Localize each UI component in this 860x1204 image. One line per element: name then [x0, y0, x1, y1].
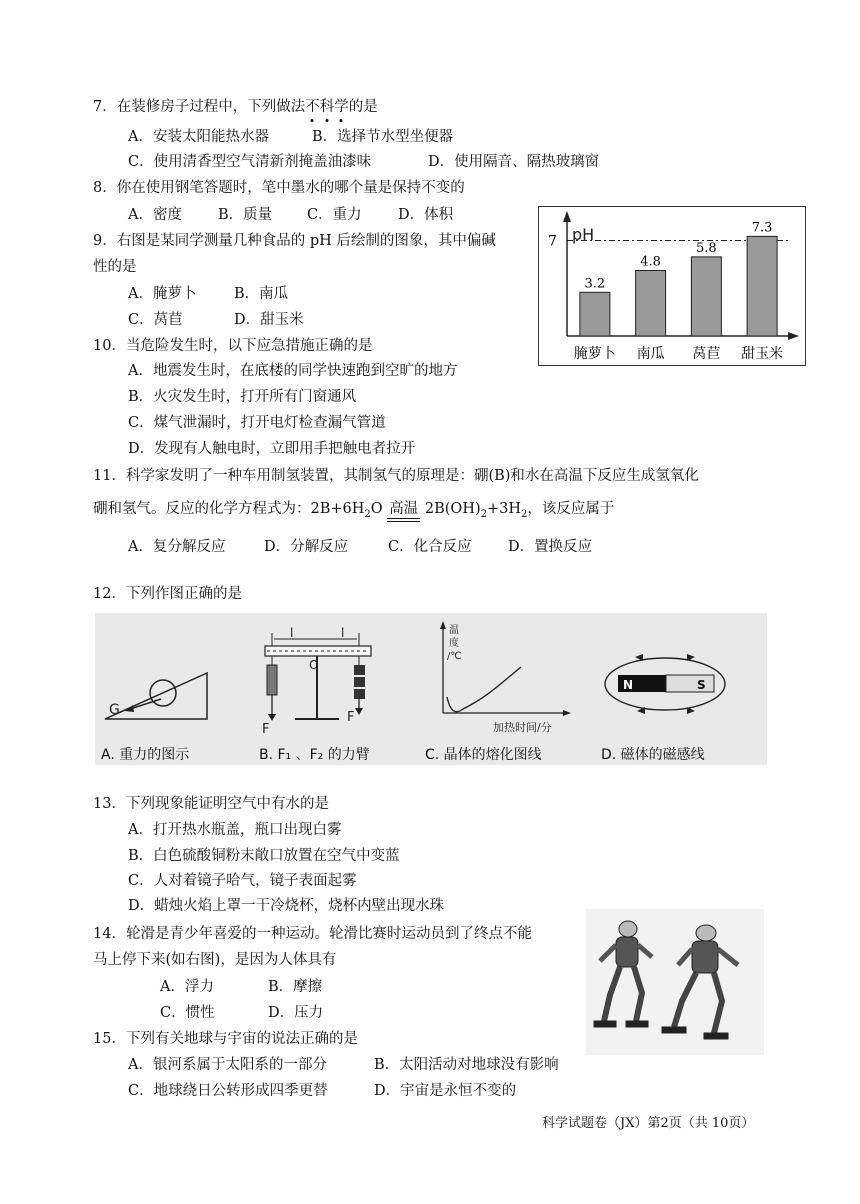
- q8-option-d: D．体积: [398, 207, 454, 223]
- q10-option-c: C．煤气泄漏时，打开电灯检查漏气管道: [128, 415, 386, 431]
- q7-option-a: A．安装太阳能热水器: [128, 129, 269, 145]
- label-heating-time: 加热时间/分: [493, 721, 552, 734]
- q13-option-c: C．人对着镜子哈气，镜子表面起雾: [128, 873, 357, 889]
- caption-c: C. 晶体的熔化图线: [425, 747, 542, 763]
- y-axis-arrow: [563, 211, 571, 222]
- bar-value-label: 3.2: [584, 276, 606, 292]
- label-temp-2: 度: [449, 638, 459, 649]
- bar-1: [636, 270, 666, 336]
- bar-3: [747, 236, 777, 336]
- question-15-stem: 15．下列有关地球与宇宙的说法正确的是: [93, 1031, 358, 1047]
- emphasis-char: 科: [319, 99, 335, 115]
- q15-option-d: D．宇宙是永恒不变的: [374, 1083, 517, 1099]
- label-temp-1: 温: [449, 625, 459, 636]
- q9-option-c: C．莴苣: [128, 312, 183, 328]
- diagram-b-lever: [262, 626, 371, 737]
- label-temp-3: /℃: [447, 651, 462, 662]
- q13-option-a: A．打开热水瓶盖，瓶口出现白雾: [128, 822, 342, 838]
- diagram-d-magnet: [605, 654, 725, 714]
- caption-b: B. F₁ 、F₂ 的力臂: [259, 747, 370, 763]
- y-axis-label: pH: [572, 225, 595, 244]
- q11-option-a: A．复分解反应: [128, 539, 226, 555]
- bar-2: [691, 257, 721, 336]
- reaction-condition: 高温: [389, 501, 419, 517]
- q15-option-b: B．太阳活动对地球没有影响: [374, 1057, 559, 1073]
- question-14-stem-line1: 14．轮滑是青少年喜爱的一种运动。轮滑比赛时运动员到了终点不能: [93, 926, 532, 942]
- question-11-equation: 硼和氢气。反应的化学方程式为：$2B+6H_2O$ 高温 $2B(OH)_2+3H_2$，该反应属于: [93, 501, 615, 520]
- q14-option-d: D．压力: [268, 1005, 324, 1021]
- q10-option-a: A．地震发生时，在底楼的同学快速跑到空旷的地方: [128, 363, 458, 379]
- q8-option-a: A．密度: [128, 207, 182, 223]
- x-axis-arrow: [788, 332, 799, 340]
- q14-option-a: A．浮力: [160, 979, 214, 995]
- q8-option-b: B．质量: [218, 207, 273, 223]
- q12-diagrams: [95, 613, 767, 765]
- caption-a: A. 重力的图示: [101, 747, 190, 763]
- diagram-a-incline: [105, 673, 207, 719]
- question-10-stem: 10．当危险发生时，以下应急措施正确的是: [93, 338, 373, 354]
- q8-option-c: C．重力: [307, 207, 362, 223]
- bar-value-label: 7.3: [751, 220, 773, 236]
- q7-option-b: B．选择节水型坐便器: [312, 129, 454, 145]
- question-11-stem-line1: 11．科学家发明了一种车用制氢装置，其制氢气的原理是：硼(B)和水在高温下反应生成氢氧化: [93, 468, 699, 484]
- category-label: 莴苣: [692, 346, 721, 362]
- diagram-c-melting-graph: [440, 621, 571, 734]
- bar-0: [580, 292, 610, 336]
- skaters-photo: [586, 909, 764, 1055]
- q11-option-b: D．分解反应: [264, 539, 349, 555]
- question-12-stem: 12．下列作图正确的是: [93, 586, 242, 602]
- q15-option-c: C．地球绕日公转形成四季更替: [128, 1083, 328, 1099]
- caption-d: D. 磁体的磁感线: [601, 747, 705, 763]
- q10-option-d: D．发现有人触电时，立即用手把触电者拉开: [128, 441, 416, 457]
- label-n: N: [623, 678, 634, 692]
- label-l1: l: [290, 626, 294, 640]
- q9-option-a: A．腌萝卜: [128, 286, 197, 302]
- q11-option-d: D．置换反应: [508, 539, 593, 555]
- emphasis-char: 不: [305, 99, 320, 115]
- bar-value-label: 5.8: [696, 240, 717, 256]
- emphasis-char: 学: [334, 99, 349, 115]
- label-s: S: [697, 678, 706, 692]
- question-8-stem: 8．你在使用钢笔答题时，笔中墨水的哪个量是保持不变的: [93, 180, 465, 196]
- q14-option-c: C．惯性: [160, 1005, 215, 1021]
- reference-line-label: 7: [548, 233, 557, 250]
- q13-option-b: B．白色硫酸铜粉末敞口放置在空气中变蓝: [128, 848, 400, 864]
- q9-option-b: B．南瓜: [234, 286, 289, 302]
- category-label: 甜玉米: [741, 346, 784, 362]
- question-9-stem-line1: 9．右图是某同学测量几种食品的 pH 后绘制的图象，其中偏碱: [93, 233, 496, 249]
- label-o: O: [309, 658, 319, 672]
- q14-option-b: B．摩擦: [268, 979, 323, 995]
- q15-option-a: A．银河系属于太阳系的一部分: [128, 1057, 327, 1073]
- q7-option-d: D．使用隔音、隔热玻璃窗: [428, 154, 600, 170]
- bar-value-label: 4.8: [640, 254, 661, 270]
- q13-option-d: D．蜡烛火焰上罩一干冷烧杯，烧杯内壁出现水珠: [128, 898, 445, 914]
- label-g: G: [109, 702, 120, 718]
- label-f1: F: [262, 722, 270, 737]
- category-label: 腌萝卜: [573, 346, 616, 362]
- question-7-stem: 7．在装修房子过程中，下列做法不科学的是: [93, 99, 378, 115]
- question-14-stem-line2: 马上停下来(如右图)，是因为人体具有: [93, 952, 337, 968]
- q11-option-c: C．化合反应: [388, 539, 472, 555]
- category-label: 南瓜: [636, 346, 665, 362]
- label-l2: l: [341, 626, 345, 640]
- q10-option-b: B．火灾发生时，打开所有门窗通风: [128, 389, 357, 405]
- question-9-stem-line2: 性的是: [93, 259, 137, 275]
- q9-option-d: D．甜玉米: [234, 312, 304, 328]
- question-13-stem: 13．下列现象能证明空气中有水的是: [93, 796, 329, 812]
- q7-option-c: C．使用清香型空气清新剂掩盖油漆味: [128, 154, 372, 170]
- page-footer: 科学试题卷（JX）第2页（共 10页）: [542, 1116, 755, 1131]
- label-f2: F: [347, 710, 355, 725]
- ph-bar-chart: [538, 206, 806, 366]
